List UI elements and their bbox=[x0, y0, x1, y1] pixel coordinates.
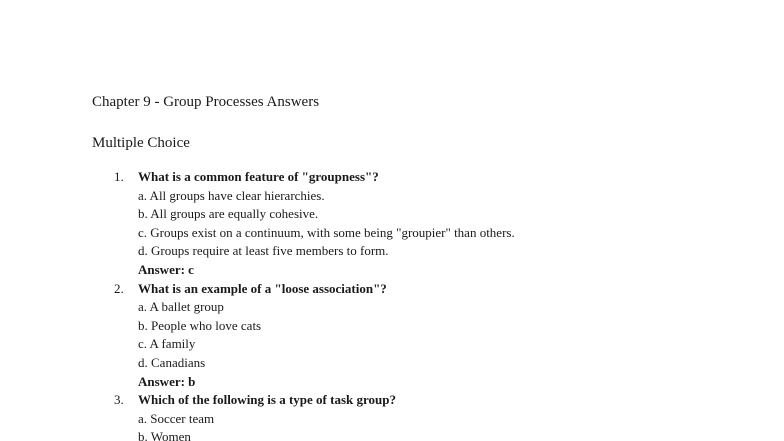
section-heading: Multiple Choice bbox=[92, 135, 190, 151]
answer-option: b. All groups are equally cohesive. bbox=[138, 206, 319, 222]
answer-option: b. Women bbox=[138, 429, 191, 441]
answer-option: a. Soccer team bbox=[138, 410, 215, 426]
answer-option: d. Canadians bbox=[138, 354, 206, 370]
question-number: 3. bbox=[114, 392, 124, 408]
answer-key: Answer: c bbox=[138, 261, 194, 277]
answer-key: Answer: b bbox=[138, 373, 196, 389]
answer-option: d. Groups require at least five members to form. bbox=[138, 243, 389, 259]
question-item bbox=[92, 168, 752, 280]
answer-option: a. A ballet group bbox=[138, 299, 224, 315]
question-number: 2. bbox=[114, 280, 124, 296]
answer-option: b. People who love cats bbox=[138, 317, 262, 333]
question-list bbox=[92, 168, 752, 441]
question-text: Which of the following is a type of task group? bbox=[138, 392, 396, 408]
answer-option: c. Groups exist on a continuum, with some being "groupier" than others. bbox=[138, 224, 515, 240]
answer-option: c. A family bbox=[138, 336, 196, 352]
document-title: Chapter 9 - Group Processes Answers bbox=[92, 94, 320, 110]
question-item bbox=[92, 391, 752, 441]
question-text: What is a common feature of "groupness"? bbox=[138, 169, 379, 184]
answer-option: a. All groups have clear hierarchies. bbox=[138, 187, 325, 203]
question-item bbox=[92, 280, 752, 392]
question-text: What is an example of a "loose association"? bbox=[138, 280, 387, 296]
question-number: 1. bbox=[114, 169, 124, 184]
